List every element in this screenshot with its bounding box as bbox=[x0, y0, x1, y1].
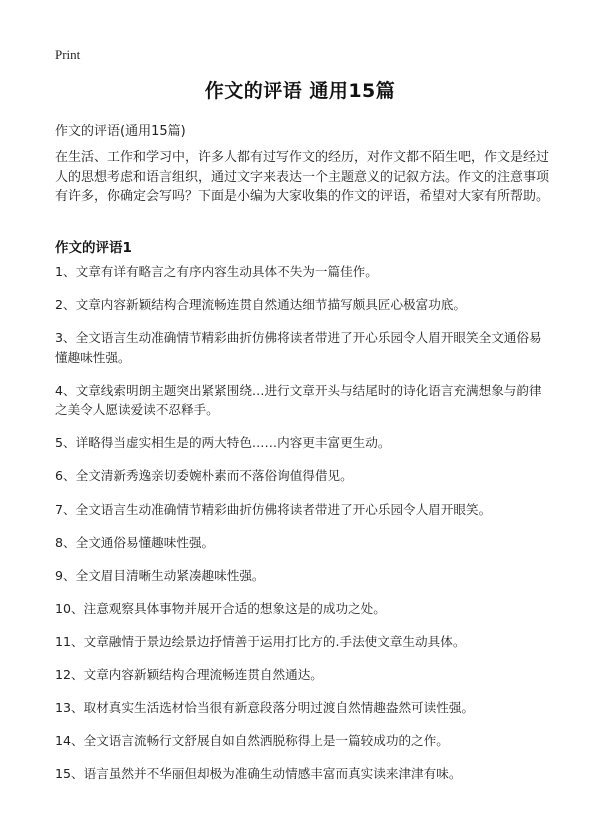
comment-list bbox=[55, 262, 550, 797]
print-link[interactable]: Print bbox=[55, 47, 81, 62]
list-item: 6、全文清新秀逸亲切委婉朴素而不落俗询值得借见。 bbox=[55, 468, 353, 484]
page-title: 作文的评语 通用15篇 bbox=[204, 80, 396, 102]
list-item: 14、全文语言流畅行文舒展自如自然洒脱称得上是一篇较成功的之作。 bbox=[55, 733, 449, 749]
list-item: 15、语言虽然并不华丽但却极为准确生动情感丰富而真实读来津津有味。 bbox=[55, 766, 462, 782]
intro-paragraph: 在生活、工作和学习中，许多人都有过写作文的经历，对作文都不陌生吧，作文是经过人的思想考虑和语言组织，通过文字来表达一个主题意义的记叙方法。作文的注意事项有许多，你确定会写吗？下面是小编为大家收集的作文的评语，希望对大家有所帮助。 bbox=[55, 150, 550, 204]
document-subtitle: 作文的评语(通用15篇) bbox=[55, 124, 186, 139]
list-item: 5、详略得当虚实相生是的两大特色……内容更丰富更生动。 bbox=[55, 435, 391, 451]
list-item: 3、全文语言生动准确情节精彩曲折仿佛将读者带进了开心乐园令人眉开眼笑全文通俗易懂趣味性强。 bbox=[55, 330, 542, 365]
list-item: 2、文章内容新颖结构合理流畅连贯自然通达细节描写颇具匠心极富功底。 bbox=[55, 297, 467, 313]
list-item: 1、文章有详有略言之有序内容生动具体不失为一篇佳作。 bbox=[55, 264, 378, 279]
list-item: 9、全文眉目清晰生动紧凑趣味性强。 bbox=[55, 567, 265, 583]
section-heading: 作文的评语1 bbox=[55, 240, 132, 256]
list-item: 12、文章内容新颖结构合理流畅连贯自然通达。 bbox=[55, 667, 323, 683]
list-item: 4、文章线索明朗主题突出紧紧围绕…进行文章开头与结尾时的诗化语言充满想象与韵律之美令人愿读爱读不忍释手。 bbox=[55, 382, 542, 418]
list-item: 10、注意观察具体事物并展开合适的想象这是的成功之处。 bbox=[55, 600, 386, 616]
list-item: 8、全文通俗易懂趣味性强。 bbox=[55, 534, 215, 550]
list-item: 11、文章融情于景边绘景边抒情善于运用打比方的.手法使文章生动具体。 bbox=[55, 633, 466, 649]
list-item: 7、全文语言生动准确情节精彩曲折仿佛将读者带进了开心乐园令人眉开眼笑。 bbox=[55, 501, 492, 517]
list-item: 13、取材真实生活选材恰当很有新意段落分明过渡自然情趣盎然可读性强。 bbox=[55, 700, 475, 716]
